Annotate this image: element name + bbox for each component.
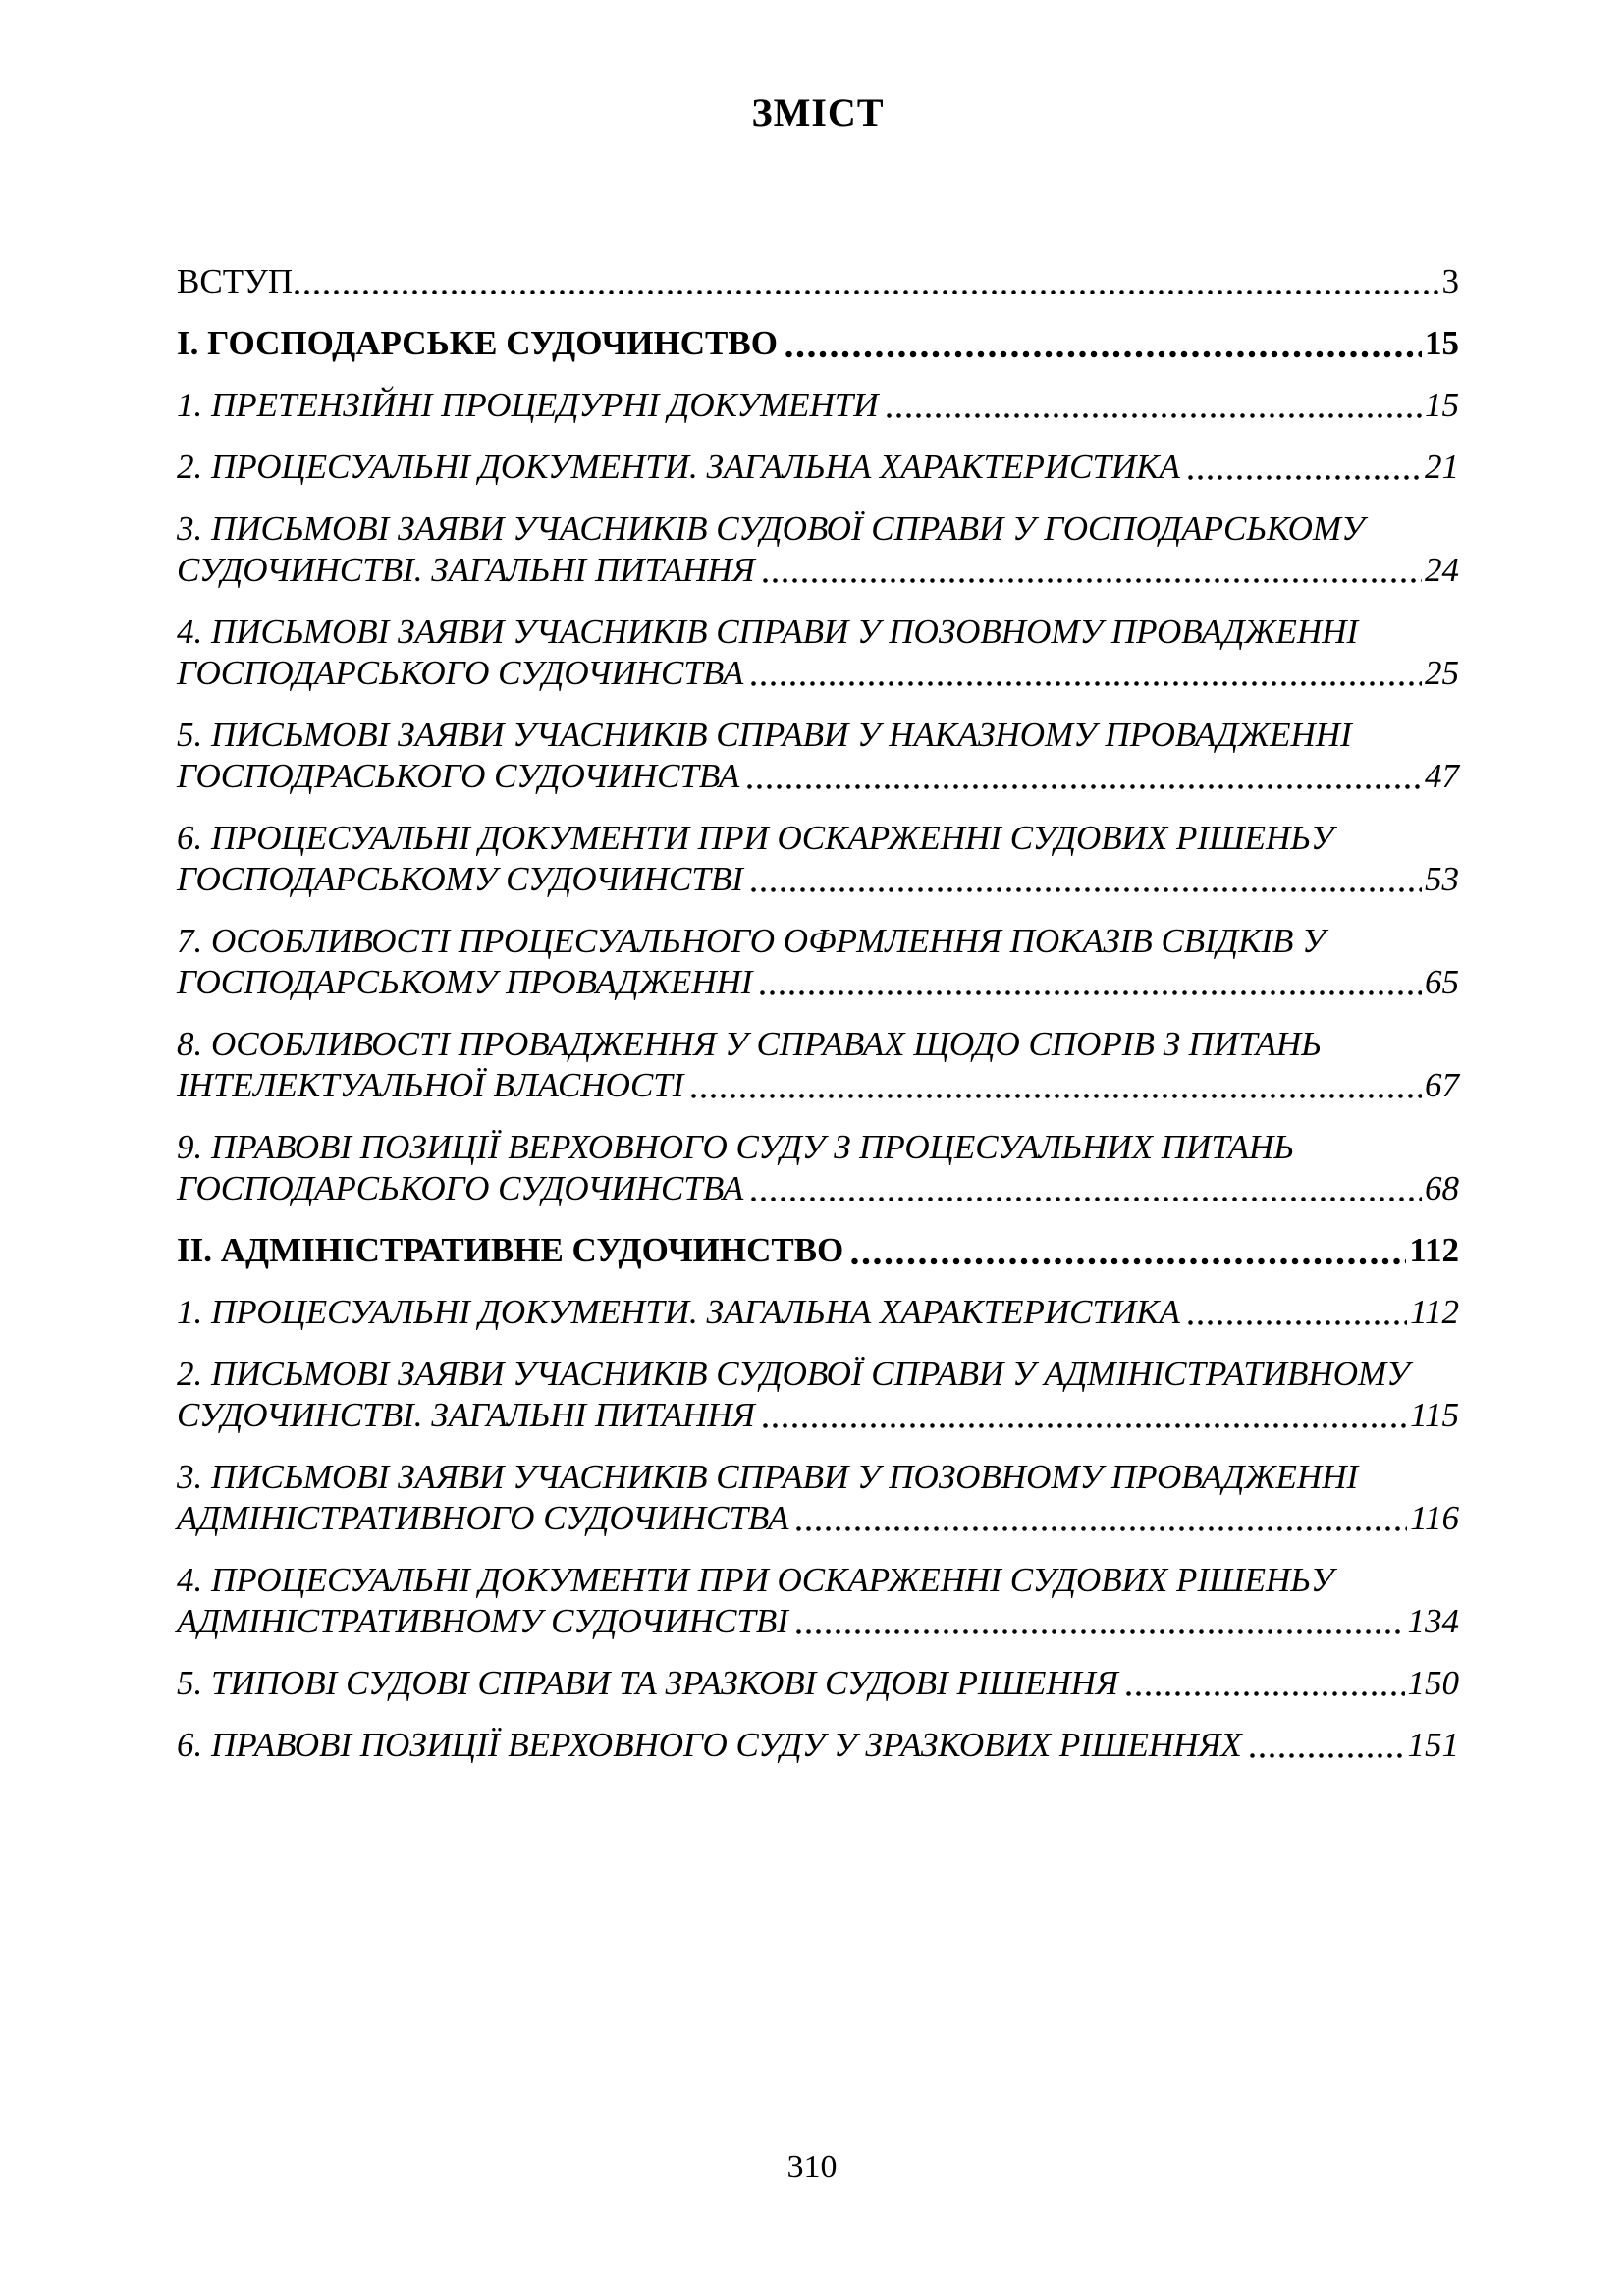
toc-entry-label: ІІ. АДМІНІСТРАТИВНЕ СУДОЧИНСТВО bbox=[177, 1231, 844, 1269]
toc-entry bbox=[177, 1024, 1459, 1106]
dot-leader bbox=[751, 680, 1422, 687]
toc-entry-page: 15 bbox=[1425, 324, 1459, 362]
toc-entry-label-line2: АДМІНІСТРАТИВНОМУ СУДОЧИНСТВІ bbox=[177, 1602, 788, 1640]
toc-section-entry bbox=[177, 323, 1459, 364]
toc-entry-label-line2: ГОСПОДАРСЬКОМУ СУДОЧИНСТВІ bbox=[177, 860, 743, 898]
toc-entry bbox=[177, 1354, 1459, 1436]
toc-entry-label: 1. ПРОЦЕСУАЛЬНІ ДОКУМЕНТИ. ЗАГАЛЬНА ХАРАКТЕРИСТИКА bbox=[177, 1293, 1180, 1331]
dot-leader bbox=[295, 289, 1438, 295]
dot-leader bbox=[1188, 1319, 1407, 1326]
dot-leader bbox=[760, 989, 1422, 996]
toc-entry-page: 67 bbox=[1425, 1066, 1459, 1104]
toc-entry-label: 4. ПРОЦЕСУАЛЬНІ ДОКУМЕНТИ ПРИ ОСКАРЖЕННІ СУДОВИХ РІШЕНЬУ bbox=[177, 1561, 1334, 1599]
dot-leader bbox=[763, 1422, 1407, 1429]
toc-entry-label: ВСТУП bbox=[177, 262, 294, 300]
toc-entry-label-line2: ГОСПОДАРСЬКОМУ ПРОВАДЖЕННІ bbox=[177, 963, 753, 1001]
toc-entry-label: 2. ПРОЦЕСУАЛЬНІ ДОКУМЕНТИ. ЗАГАЛЬНА ХАРАКТЕРИСТИКА bbox=[177, 448, 1180, 486]
dot-leader bbox=[763, 577, 1422, 584]
toc-entry-page: 3 bbox=[1441, 262, 1459, 300]
toc-entry-page: 134 bbox=[1407, 1602, 1459, 1640]
toc-entry bbox=[177, 1127, 1459, 1209]
toc-entry-label-line2: ГОСПОДАРСЬКОГО СУДОЧИНСТВА bbox=[177, 654, 744, 692]
toc-entry bbox=[177, 612, 1459, 694]
dot-leader bbox=[751, 886, 1422, 893]
dot-leader bbox=[691, 1093, 1422, 1099]
dot-leader bbox=[796, 1629, 1405, 1635]
toc-entry bbox=[177, 818, 1459, 900]
toc-entry-label-line2: ІНТЕЛЕКТУАЛЬНОЇ ВЛАСНОСТІ bbox=[177, 1066, 684, 1104]
toc-entry bbox=[177, 1663, 1459, 1704]
toc-section-entry bbox=[177, 1230, 1459, 1271]
toc-entry-label: 3. ПИСЬМОВІ ЗАЯВИ УЧАСНИКІВ СПРАВИ У ПОЗОВНОМУ ПРОВАДЖЕННІ bbox=[177, 1458, 1359, 1496]
toc-entry-page: 116 bbox=[1410, 1499, 1459, 1537]
dot-leader bbox=[1188, 474, 1422, 481]
toc-entry-label-line2: АДМІНІСТРАТИВНОГО СУДОЧИНСТВА bbox=[177, 1499, 789, 1537]
dot-leader bbox=[747, 783, 1422, 790]
toc-entry-page: 112 bbox=[1410, 1293, 1459, 1331]
page-title: ЗМІСТ bbox=[751, 90, 885, 134]
toc-entry-label: 8. ОСОБЛИВОСТІ ПРОВАДЖЕННЯ У СПРАВАХ ЩОДО СПОРІВ З ПИТАНЬ bbox=[177, 1025, 1322, 1063]
toc-entry-page: 53 bbox=[1425, 860, 1459, 898]
toc-entry-label: 2. ПИСЬМОВІ ЗАЯВИ УЧАСНИКІВ СУДОВОЇ СПРАВИ У АДМІНІСТРАТИВНОМУ bbox=[177, 1355, 1410, 1393]
toc-entry-page: 15 bbox=[1425, 386, 1459, 424]
toc-entry-label: 4. ПИСЬМОВІ ЗАЯВИ УЧАСНИКІВ СПРАВИ У ПОЗОВНОМУ ПРОВАДЖЕННІ bbox=[177, 613, 1359, 651]
toc-entry-label: 5. ПИСЬМОВІ ЗАЯВИ УЧАСНИКІВ СПРАВИ У НАКАЗНОМУ ПРОВАДЖЕННІ bbox=[177, 716, 1352, 754]
toc-entry-page: 24 bbox=[1425, 551, 1459, 589]
dot-leader bbox=[1250, 1752, 1405, 1759]
toc-entry-page: 25 bbox=[1425, 654, 1459, 692]
toc-entry-label-line2: СУДОЧИНСТВІ. ЗАГАЛЬНІ ПИТАННЯ bbox=[177, 551, 755, 589]
toc-entry bbox=[177, 508, 1459, 591]
toc-entry-page: 68 bbox=[1425, 1169, 1459, 1207]
dot-leader bbox=[887, 412, 1422, 419]
toc-entry bbox=[177, 261, 1459, 302]
toc-entry-page: 115 bbox=[1410, 1396, 1459, 1434]
page-number-footer: 310 bbox=[786, 2149, 838, 2185]
toc-entry-page: 112 bbox=[1409, 1231, 1459, 1269]
toc-entry bbox=[177, 1560, 1459, 1642]
toc-entry-label: 7. ОСОБЛИВОСТІ ПРОЦЕСУАЛЬНОГО ОФРМЛЕННЯ ПОКАЗІВ СВІДКІВ У bbox=[177, 922, 1326, 960]
toc-entry bbox=[177, 1292, 1459, 1333]
dot-leader bbox=[785, 350, 1422, 358]
toc-entry-label: І. ГОСПОДАРСЬКЕ СУДОЧИНСТВО bbox=[177, 324, 778, 362]
toc-entry bbox=[177, 1457, 1459, 1539]
toc-entry bbox=[177, 385, 1459, 426]
toc-entry-label: 6. ПРОЦЕСУАЛЬНІ ДОКУМЕНТИ ПРИ ОСКАРЖЕННІ СУДОВИХ РІШЕНЬУ bbox=[177, 819, 1334, 857]
toc-entry-label-line2: ГОСПОДРАСЬКОГО СУДОЧИНСТВА bbox=[177, 757, 740, 795]
toc-entry-label-line2: ГОСПОДАРСЬКОГО СУДОЧИНСТВА bbox=[177, 1169, 744, 1207]
toc-entry-label: 9. ПРАВОВІ ПОЗИЦІЇ ВЕРХОВНОГО СУДУ З ПРОЦЕСУАЛЬНИХ ПИТАНЬ bbox=[177, 1128, 1294, 1166]
toc-entry-page: 21 bbox=[1425, 448, 1459, 486]
toc-entry-label-line2: СУДОЧИНСТВІ. ЗАГАЛЬНІ ПИТАННЯ bbox=[177, 1396, 755, 1434]
toc-entry-page: 47 bbox=[1425, 757, 1459, 795]
dot-leader bbox=[751, 1196, 1422, 1202]
toc-entry-page: 150 bbox=[1407, 1664, 1459, 1702]
toc-entry bbox=[177, 447, 1459, 488]
toc-entry-page: 151 bbox=[1407, 1726, 1459, 1764]
toc-entry-label: 3. ПИСЬМОВІ ЗАЯВИ УЧАСНИКІВ СУДОВОЇ СПРАВИ У ГОСПОДАРСЬКОМУ bbox=[177, 509, 1365, 548]
table-of-contents bbox=[177, 90, 1459, 1787]
toc-entry-label: 5. ТИПОВІ СУДОВІ СПРАВИ ТА ЗРАЗКОВІ СУДОВІ РІШЕННЯ bbox=[177, 1664, 1118, 1702]
dot-leader bbox=[1126, 1690, 1405, 1697]
dot-leader bbox=[796, 1525, 1407, 1532]
toc-entry-label: 6. ПРАВОВІ ПОЗИЦІЇ ВЕРХОВНОГО СУДУ У ЗРАЗКОВИХ РІШЕННЯХ bbox=[177, 1726, 1242, 1764]
toc-entry bbox=[177, 1725, 1459, 1766]
toc-entry bbox=[177, 715, 1459, 797]
toc-entry-page: 65 bbox=[1425, 963, 1459, 1001]
toc-entry bbox=[177, 921, 1459, 1003]
dot-leader bbox=[851, 1257, 1406, 1265]
toc-entry-label: 1. ПРЕТЕНЗІЙНІ ПРОЦЕДУРНІ ДОКУМЕНТИ bbox=[177, 386, 879, 424]
